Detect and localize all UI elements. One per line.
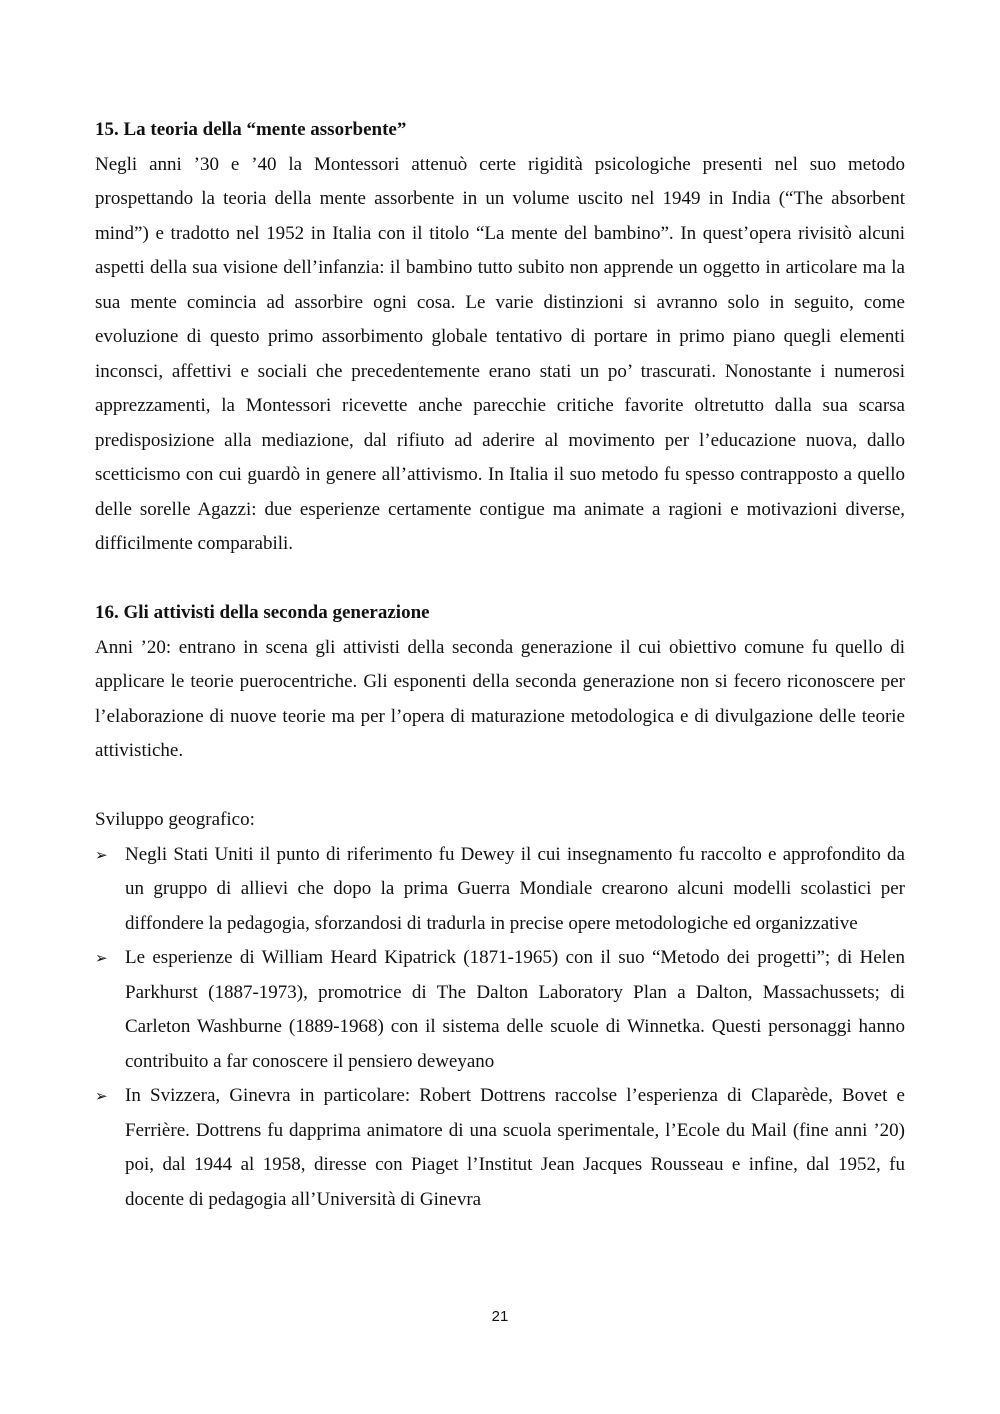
list-item: [95, 1079, 905, 1217]
page-number: 21: [491, 1308, 509, 1325]
document-page: [95, 113, 905, 1217]
list-item-text: Le esperienze di William Heard Kipatrick (1871-1965) con il suo “Metodo dei progetti”; di Helen Parkhurst (1887-1973), promotrice di The Dalton Laboratory Plan a Dalton, Massachussets; di Carleton Washburne (1889-1968) con il sistema delle scuole di Winnetka. Questi personaggi hanno contribuito a far conoscere il pensiero deweyano: [125, 947, 905, 1072]
arrow-bullet-icon: ➢: [95, 1087, 108, 1105]
geographic-subheading: Sviluppo geografico:: [95, 809, 255, 830]
geographic-bullet-list: [95, 838, 905, 1218]
arrow-bullet-icon: ➢: [95, 845, 108, 864]
paragraph-spacer: [95, 769, 905, 804]
list-item-text: In Svizzera, Ginevra in particolare: Robert Dottrens raccolse l’esperienza di Claparède, Bovet e Ferrière. Dottrens fu dapprima animatore di una scuola sperimentale, l’Ecole du Mail (fine anni ’20) poi, dal 1944 al 1958, diresse con Piaget l’Institut Jean Jacques Rousseau e infine, dal 1952, fu docente di pedagogia all’Università di Ginevra: [125, 1085, 905, 1210]
section-16-heading: 16. Gli attivisti della seconda generazione: [95, 602, 430, 623]
arrow-bullet-icon: ➢: [95, 949, 108, 967]
section-16-paragraph: Anni ’20: entrano in scena gli attivisti della seconda generazione il cui obiettivo comune fu quello di applicare le teorie puerocentriche. Gli esponenti della seconda generazione non si fecero riconoscere per l’elaborazione di nuove teorie ma per l’opera di maturazione metodologica e di divulgazione delle teorie attivistiche.: [95, 636, 905, 761]
list-item: [95, 838, 905, 942]
section-15-heading: 15. La teoria della “mente assorbente”: [95, 119, 407, 140]
section-spacer: [95, 562, 905, 597]
list-item-text: Negli Stati Uniti il punto di riferimento fu Dewey il cui insegnamento fu raccolto e approfondito da un gruppo di allievi che dopo la prima Guerra Mondiale crearono alcuni modelli scolastici per diffondere la pedagogia, sforzandosi di tradurla in precise opere metodologiche ed organizzative: [125, 843, 905, 934]
list-item: [95, 941, 905, 1079]
section-15-paragraph: Negli anni ’30 e ’40 la Montessori attenuò certe rigidità psicologiche presenti nel suo metodo prospettando la teoria della mente assorbente in un volume uscito nel 1949 in India (“The absorbent mind”) e tradotto nel 1952 in Italia con il titolo “La mente del bambino”. In quest’opera rivisitò alcuni aspetti della sua visione dell’infanzia: il bambino tutto subito non apprende un oggetto in articolare ma la sua mente comincia ad assorbire ogni cosa. Le varie distinzioni si avranno solo in seguito, come evoluzione di questo primo assorbimento globale tentativo di portare in primo piano quegli elementi inconsci, affettivi e sociali che precedentemente erano stati un po’ trascurati. Nonostante i numerosi apprezzamenti, la Montessori ricevette anche parecchie critiche favorite oltretutto dalla sua scarsa predisposizione alla mediazione, dal rifiuto ad aderire al movimento per l’educazione nuova, dallo scetticismo con cui guardò in genere all’attivismo. In Italia il suo metodo fu spesso contrapposto a quello delle sorelle Agazzi: due esperienze certamente contigue ma animate a ragioni e motivazioni diverse, difficilmente comparabili.: [95, 153, 905, 554]
